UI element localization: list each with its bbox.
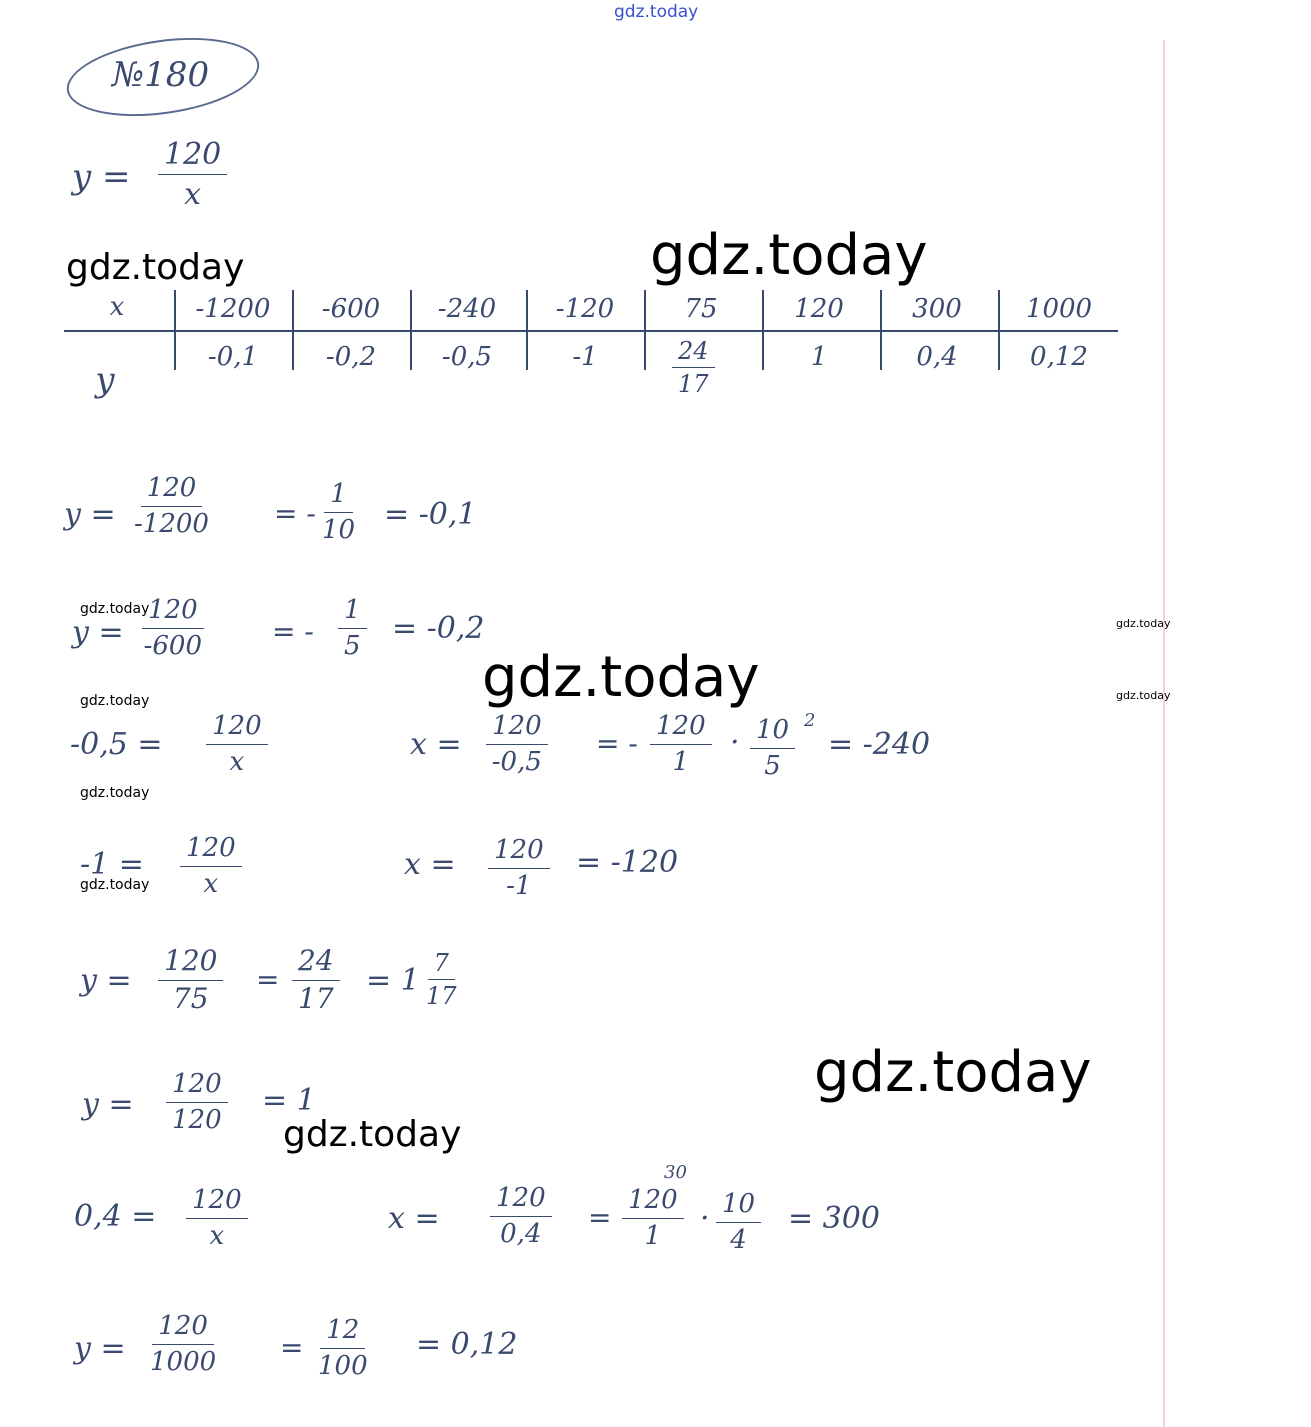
table-cell-y: -0,5 <box>441 342 493 372</box>
denominator: 5 <box>764 750 781 781</box>
watermark-small: gdz.today <box>80 601 150 617</box>
cancel-annotation: 2 <box>804 710 816 731</box>
equation-lhs: 0,4 = <box>74 1199 157 1234</box>
numerator: 120 <box>186 1186 248 1219</box>
equation-fraction <box>158 946 223 1015</box>
equation-lhs: y = <box>72 615 124 650</box>
watermark-small: gdz.today <box>80 785 150 801</box>
table-cell-y: -0,2 <box>325 342 377 372</box>
denominator: 0,4 <box>500 1218 542 1249</box>
denominator: 17 <box>298 981 334 1015</box>
equation-fraction <box>486 712 548 776</box>
watermark-large: gdz.today <box>482 645 760 710</box>
table-cell-y: -0,1 <box>207 342 259 372</box>
formula-lhs: y = <box>72 157 131 197</box>
numerator: 120 <box>158 946 223 981</box>
numerator: 120 <box>206 712 268 745</box>
numerator: 120 <box>180 834 242 867</box>
denominator: 1 <box>644 1220 662 1251</box>
equation-lhs: -1 = <box>80 847 144 882</box>
denominator: 1 <box>672 746 690 777</box>
denominator: -1 <box>506 870 532 901</box>
denominator: 10 <box>322 514 356 545</box>
numerator: 120 <box>158 138 227 175</box>
numerator: 1 <box>324 480 353 513</box>
numerator: 24 <box>672 338 715 368</box>
numerator: 120 <box>622 1186 684 1219</box>
equation-lhs: y = <box>74 1331 126 1366</box>
equation-fraction <box>322 480 355 544</box>
equation-operator: = <box>256 963 280 996</box>
equation-lhs: -0,5 = <box>70 727 163 762</box>
denominator: 17 <box>426 982 457 1011</box>
denominator: -600 <box>143 630 203 661</box>
equation-fraction <box>750 716 795 780</box>
equation-fraction <box>206 712 268 776</box>
equation-fraction <box>292 946 340 1015</box>
denominator: 1000 <box>150 1346 217 1377</box>
watermark-medium: gdz.today <box>283 1114 462 1155</box>
numerator: 120 <box>486 712 548 745</box>
denominator: x <box>203 868 219 899</box>
multiply-dot: · <box>700 1201 710 1236</box>
watermark-small: gdz.today <box>80 877 150 893</box>
denominator: 17 <box>678 370 709 399</box>
table-column-divider <box>174 290 176 370</box>
equation-operator: = - <box>274 497 316 530</box>
watermark-small: gdz.today <box>80 693 150 709</box>
watermark-medium: gdz.today <box>66 247 245 288</box>
denominator: 5 <box>344 630 361 661</box>
equation-result: = 300 <box>788 1201 880 1236</box>
numerator: 120 <box>166 1070 228 1103</box>
equation-lhs: y = <box>80 963 132 998</box>
watermark-tiny: gdz.today <box>1116 689 1171 702</box>
table-column-divider <box>526 290 528 370</box>
table-cell-x: -1200 <box>195 294 271 324</box>
numerator: 120 <box>488 836 550 869</box>
watermark-top: gdz.today <box>614 2 699 22</box>
equation-x-lhs: x = <box>404 847 456 882</box>
numerator: 1 <box>338 596 367 629</box>
cancel-annotation: 30 <box>664 1162 687 1183</box>
numerator: 120 <box>152 1312 214 1345</box>
equation-fraction <box>622 1186 684 1250</box>
table-cell-x: 1000 <box>1025 294 1093 324</box>
watermark-tiny: gdz.today <box>1116 617 1171 630</box>
equation-result: = 1 <box>262 1083 316 1118</box>
table-cell-x: -240 <box>437 294 497 324</box>
equation-result: = 0,12 <box>416 1327 518 1362</box>
table-cell-y: 0,4 <box>916 342 958 372</box>
equation-fraction <box>490 1184 552 1248</box>
table-header-y: y <box>95 360 115 400</box>
numerator: 120 <box>142 596 204 629</box>
equation-fraction <box>142 596 204 660</box>
equation-operator: = - <box>596 727 638 760</box>
numerator: 10 <box>716 1190 761 1223</box>
equation-operator: = <box>280 1331 304 1364</box>
denominator: 100 <box>318 1350 368 1381</box>
equation-result: = -240 <box>828 727 931 762</box>
equation-fraction <box>166 1070 228 1134</box>
margin-line <box>1163 40 1165 1427</box>
equation-result: = -0,1 <box>384 497 477 532</box>
equation-fraction <box>488 836 550 900</box>
equation-fraction <box>318 1316 368 1380</box>
numerator: 120 <box>650 712 712 745</box>
problem-number: №180 <box>112 55 210 95</box>
equation-lhs: y = <box>82 1087 134 1122</box>
numerator: 24 <box>292 946 340 981</box>
table-cell-y-fraction <box>672 338 715 398</box>
table-cell-x: -600 <box>321 294 381 324</box>
watermark-large: gdz.today <box>650 223 928 288</box>
table-cell-x: 120 <box>794 294 844 324</box>
table-column-divider <box>292 290 294 370</box>
denominator: 75 <box>172 981 209 1015</box>
table-cell-x: -120 <box>555 294 615 324</box>
equation-result: = 1 <box>366 963 420 998</box>
denominator: 4 <box>730 1224 747 1255</box>
numerator: 120 <box>141 474 203 507</box>
denominator: -0,5 <box>491 746 542 777</box>
numerator: 120 <box>490 1184 552 1217</box>
equation-fraction <box>150 1312 216 1376</box>
multiply-dot: · <box>730 725 740 760</box>
denominator: x <box>184 177 202 212</box>
table-cell-x: 300 <box>912 294 962 324</box>
equation-operator: = <box>588 1201 612 1234</box>
denominator: 120 <box>172 1104 222 1135</box>
equation-result: = -0,2 <box>392 611 485 646</box>
equation-fraction <box>186 1186 248 1250</box>
formula-fraction <box>158 138 227 211</box>
equation-lhs: y = <box>64 497 116 532</box>
equation-fraction <box>338 596 367 660</box>
equation-fraction <box>180 834 242 898</box>
table-cell-y: 0,12 <box>1030 342 1088 372</box>
equation-result: = -120 <box>576 845 679 880</box>
table-header-x: x <box>109 292 125 322</box>
equation-fraction <box>650 712 712 776</box>
equation-x-lhs: x = <box>410 727 462 762</box>
numerator: 7 <box>428 950 455 980</box>
equation-fraction <box>716 1190 761 1254</box>
denominator: x <box>229 746 245 777</box>
denominator: -1200 <box>134 508 209 539</box>
table-cell-x: 75 <box>684 294 718 324</box>
equation-operator: = - <box>272 615 314 648</box>
numerator: 12 <box>320 1316 365 1349</box>
equation-fraction <box>134 474 209 538</box>
denominator: x <box>209 1220 225 1251</box>
table-column-divider <box>998 290 1000 370</box>
equation-fraction <box>426 950 457 1010</box>
equation-x-lhs: x = <box>388 1201 440 1236</box>
table-divider <box>64 330 1118 332</box>
watermark-large: gdz.today <box>814 1040 1092 1105</box>
numerator: 10 <box>750 716 795 749</box>
table-cell-y: 1 <box>810 342 828 372</box>
table-cell-y: -1 <box>572 342 598 372</box>
